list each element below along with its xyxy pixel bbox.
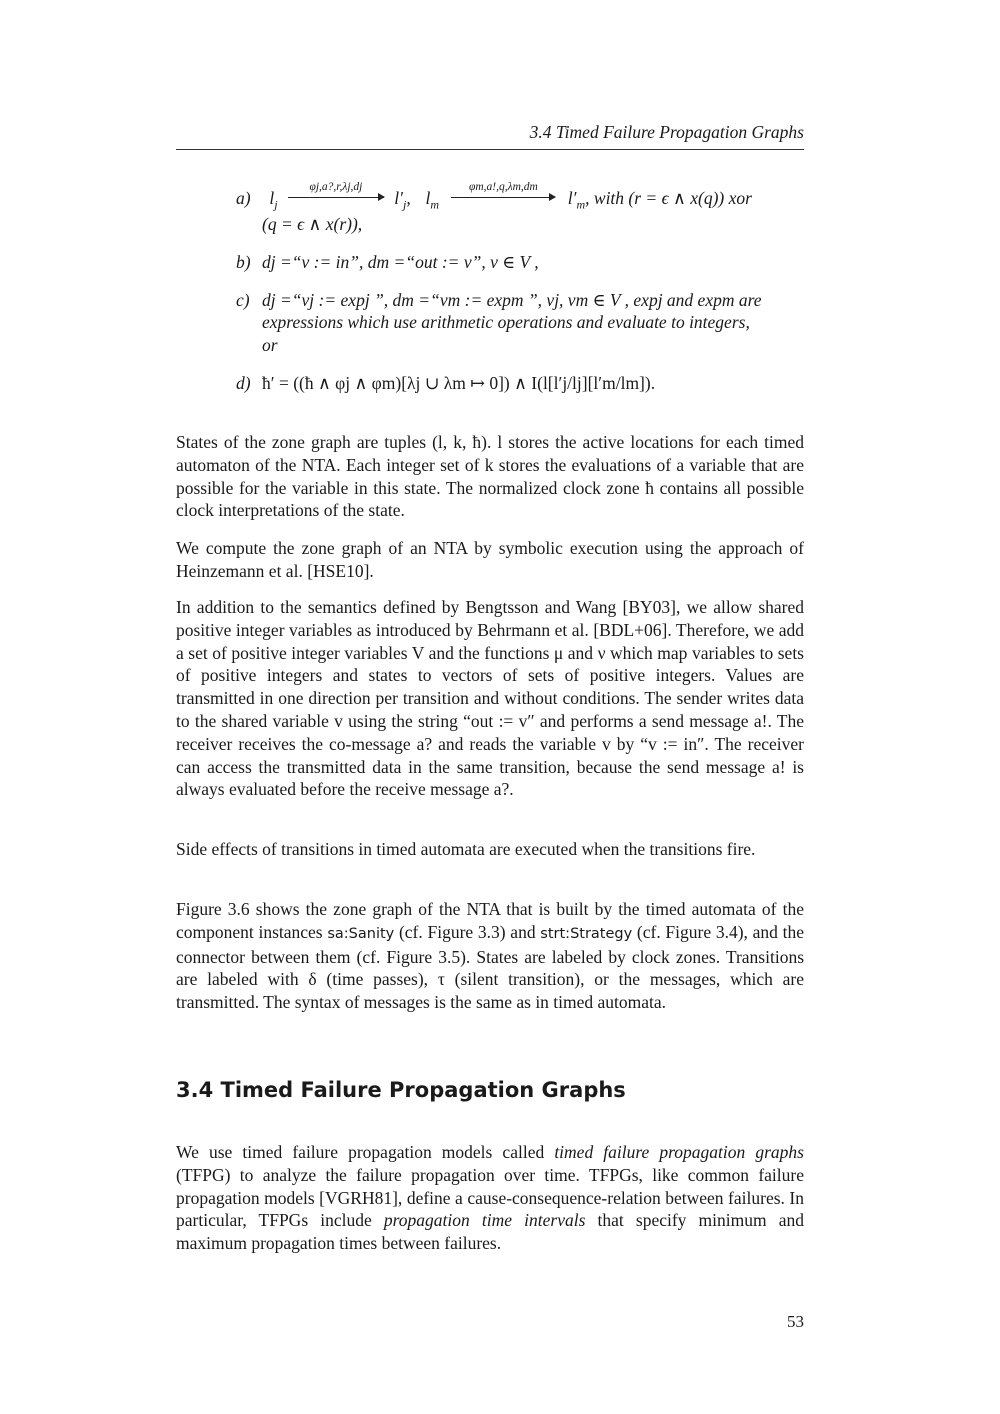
component-instance-sanity: sa:Sanity [327,925,395,942]
condition-d-text: ħ′ = ((ħ ∧ φj ∧ φm)[λj ∪ λm ↦ 0]) ∧ I(l[l′j/lj][l′m/lm]). [262,373,656,393]
condition-b-text: dj =“v := in”, dm =“out := v”, v ∈ V , [262,252,539,272]
condition-d-label: d) [236,373,251,393]
paragraph-zone-graph-states: States of the zone graph are tuples (l, k, ħ). l stores the active locations for each timed automaton of the NTA. Each integer set of k stores the evaluations of a variable that are possible for the variable in this state. The normalized clock zone ħ contains all possible clock interpretations of the state. [176,432,804,521]
paragraph-symbolic-execution: We compute the zone graph of an NTA by symbolic execution using the approach of Heinzemann et al. [HSE10]. [176,538,804,581]
header-rule [176,149,804,150]
transition-arrow-j [282,181,390,209]
condition-a-tail: , with (r = ϵ ∧ x(q)) xor [585,188,752,208]
transition-arrow-m [443,181,563,209]
transition-arrow-j-label: φj,a?,r,λj,dj [309,181,363,193]
component-instance-strategy: strt:Strategy [540,925,633,942]
emphasis-propagation-intervals: propagation time intervals [383,1210,586,1231]
condition-b-label: b) [236,252,251,272]
condition-a-label: a) [236,188,251,208]
location-lm: $l_m$ [425,188,440,212]
condition-a-line2: (q = ϵ ∧ x(r)), [262,214,363,234]
location-lpm: $l'_m$ [567,188,586,212]
paragraph-side-effects: Side effects of transitions in timed automata are executed when the transitions fire. [176,839,756,859]
paragraph-figure-3-6: Figure 3.6 shows the zone graph of the NTA that is built by the timed automata of the component instances sa:Sanity (cf. Figure 3.3) and strt:Strategy (cf. Figure 3.4), and the connector between them (cf. Figure 3.5). States are labeled by clock zones. Transitions are labeled with δ (time passes), τ (silent transition), or the messages, which are transmitted. The syntax of messages is the same as in timed automata. [176,899,804,1013]
section-heading: 3.4 Timed Failure Propagation Graphs [176,1078,626,1102]
condition-a-line1: a) $l_j$ φj,a?,r,λj,dj $l'_j$, $l_m$ φm,a!,q,λm,dm $l'_m$, with (r = ϵ ∧ x(q)) xor [236,181,752,212]
running-header: 3.4 Timed Failure Propagation Graphs [529,122,804,142]
paragraph-tfpg-intro: We use timed failure propagation models called timed failure propagation graphs (TFPG) to analyze the failure propagation over time. TFPGs, like common failure propagation models [VGRH81], define a cause-consequence-relation between failures. In particular, TFPGs include propagation time intervals that specify minimum and maximum propagation times between failures. [176,1142,805,1254]
location-lj: $l_j$ [269,188,278,212]
transition-arrow-m-label: φm,a!,q,λm,dm [468,181,538,193]
emphasis-tfpg: timed failure propagation graphs [554,1142,804,1162]
condition-c-line3: or [262,335,278,355]
condition-c-line2: expressions which use arithmetic operations and evaluate to integers, [262,312,750,332]
condition-c-line1: dj =“vj := expj ”, dm =“vm := expm ”, vj, vm ∈ V , expj and expm are [262,290,762,310]
page-number: 53 [787,1312,804,1331]
location-lpj: $l'_j$ [394,188,407,212]
condition-c-label: c) [236,290,250,310]
paragraph-shared-variables: In addition to the semantics defined by Bengtsson and Wang [BY03], we allow shared positive integer variables as introduced by Behrmann et al. [BDL+06]. Therefore, we add a set of positive integer variables V and the functions μ and ν which map variables to sets of positive integers and states to vectors of sets of positive integers. Values are transmitted in one direction per transition and without conditions. The sender writes data to the shared variable v using the string “out := v″ and performs a send message a!. The receiver receives the co-message a? and reads the variable v by “v := in″. The receiver can access the transmitted data in the same transition, because the send message a! is always evaluated before the receive message a?. [176,597,804,800]
